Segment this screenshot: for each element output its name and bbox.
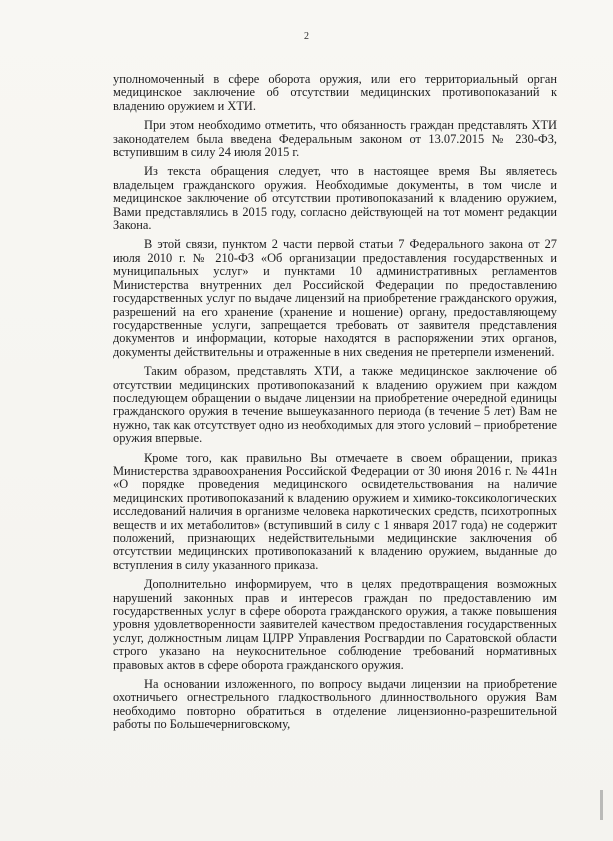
paragraph-5: Таким образом, представлять ХТИ, а также медицинское заключение об отсутствии медицинских противопоказаний к владению оружием при каждом последующем обращении о выдаче лицензии на приобретение очередной единицы гражданского оружия в течение вышеуказанного периода (в течение 5 лет) Вам не нужно, так как отсутствует одно из необходимых для этого условий – приобретение оружия впервые. [113, 364, 557, 446]
letter-body [113, 73, 557, 738]
paragraph-4: В этой связи, пунктом 2 части первой статьи 7 Федерального закона от 27 июля 2010 г. № 210-ФЗ «Об организации предоставления государственных и муниципальных услуг» и пунктами 10 административных регламентов Министерства внутренних дел Российской Федерации по предоставлению государственных услуг по выдаче лицензий на приобретение гражданского оружия, разрешений на его хранение (хранение и ношение) органу, предоставляющему государственные услуги, запрещается требовать от заявителя представления документов и информации, которые находятся в распоряжении этих органов, документы действительны и отраженные в них сведения не претерпели изменений. [113, 237, 557, 359]
paragraph-1: уполномоченный в сфере оборота оружия, или его территориальный орган медицинское заключение об отсутствии медицинских противопоказаний к владению оружием и ХТИ. [113, 72, 557, 113]
scan-edge-mark [600, 790, 603, 820]
paragraph-3: Из текста обращения следует, что в настоящее время Вы являетесь владельцем гражданского оружия. Необходимые документы, в том числе и медицинское заключение об отсутствии противопоказаний к владению оружием, Вами представлялись в 2015 году, согласно действующей на тот момент редакции Закона. [113, 164, 557, 233]
paragraph-6: Кроме того, как правильно Вы отмечаете в своем обращении, приказ Министерства здравоохранения Российской Федерации от 30 июня 2016 г. № 441н «О порядке проведения медицинского освидетельствования на наличие медицинских противопоказаний к владению оружием и химико-токсикологических исследований наличия в организме человека наркотических средств, психотропных веществ и их метаболитов» (вступивший в силу с 1 января 2017 года) не содержит положений, признающих недействительными медицинские заключения об отсутствии медицинских противопоказаний к владению оружием, выданные до вступления в силу указанного приказа. [113, 450, 557, 572]
page-number: 2 [304, 31, 309, 42]
paragraph-8: На основании изложенного, по вопросу выдачи лицензии на приобретение охотничьего огнестрельного гладкоствольного длинноствольного оружия Вам необходимо повторно обратиться в отделение лицензионно-разрешительной работы по Большечерниговскому, [113, 677, 557, 732]
paragraph-7: Дополнительно информируем, что в целях предотвращения возможных нарушений законных прав и интересов граждан по предоставлению им государственных услуг в сфере оборота гражданского оружия, а также повышения уровня удовлетворенности заявителей качеством предоставления государственных услуг, должностным лицам ЦЛРР Управления Росгвардии по Саратовской области строго указано на неукоснительное соблюдение требований нормативных правовых актов в сфере оборота гражданского оружия. [113, 577, 557, 672]
paragraph-2: При этом необходимо отметить, что обязанность граждан представлять ХТИ законодателем была введена Федеральным законом от 13.07.2015 № 230-ФЗ, вступившим в силу 24 июля 2015 г. [113, 118, 557, 160]
